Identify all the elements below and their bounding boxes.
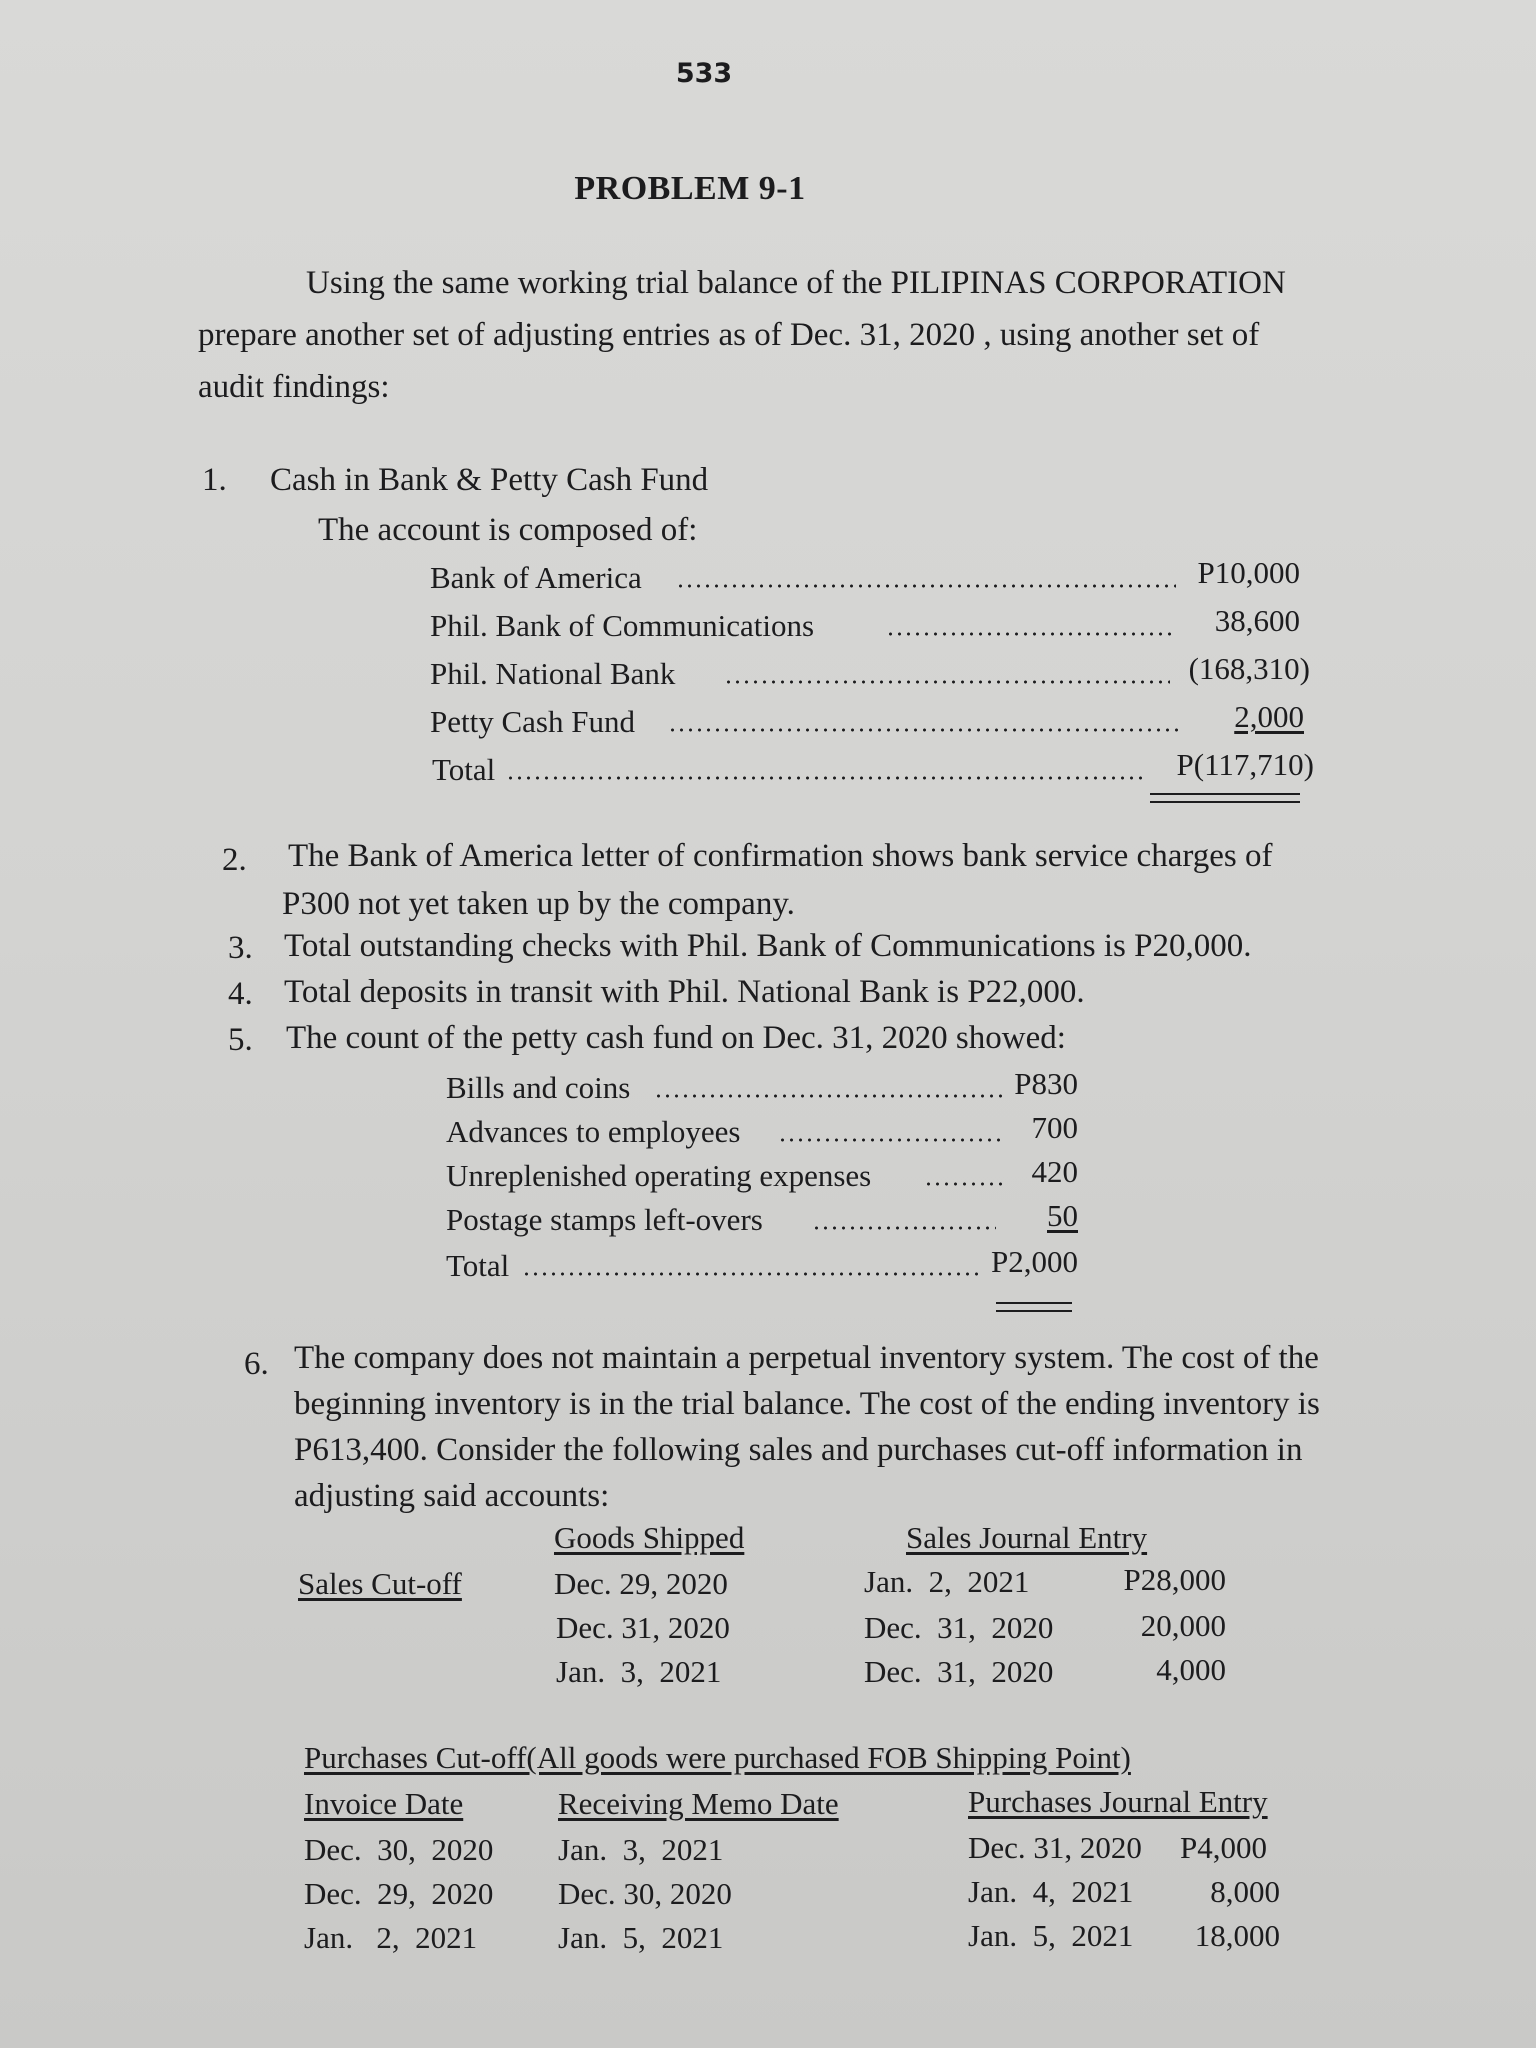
sales-journal-date: Jan. 2, 2021	[864, 1564, 1030, 1599]
petty-row-label: Advances to employees	[446, 1114, 741, 1149]
item-number: 4.	[228, 976, 253, 1012]
col-header-goods-shipped: Goods Shipped	[554, 1520, 745, 1555]
cash-row-amount: 38,600	[1214, 603, 1300, 638]
purchase-receiving-date: Jan. 3, 2021	[558, 1832, 724, 1867]
purchase-receiving-date: Dec. 30, 2020	[558, 1876, 732, 1911]
item-4-text: Total deposits in transit with Phil. National Bank is P22,000.	[284, 974, 1085, 1010]
sales-journal-amount: P28,000	[1123, 1562, 1226, 1597]
cash-total-amount: P(117,710)	[1176, 747, 1314, 782]
petty-row-label: Postage stamps left-overs	[446, 1202, 763, 1237]
item-6-line-3: P613,400. Consider the following sales and purchases cut-off information in	[294, 1432, 1303, 1468]
cash-row-label: Phil. Bank of Communications	[430, 608, 815, 643]
col-header-invoice-date: Invoice Date	[304, 1786, 464, 1821]
purchase-journal-amount: P4,000	[1180, 1830, 1267, 1865]
sales-journal-amount: 20,000	[1140, 1608, 1226, 1643]
petty-row-amount: 420	[1031, 1154, 1078, 1189]
dot-leader	[724, 679, 1170, 685]
sales-journal-date: Dec. 31, 2020	[864, 1654, 1054, 1689]
problem-title: PROBLEM 9-1	[574, 170, 806, 207]
purchase-journal-date: Jan. 4, 2021	[968, 1874, 1134, 1909]
sales-shipped-date: Dec. 29, 2020	[554, 1566, 728, 1601]
cash-row-label: Phil. National Bank	[430, 656, 676, 691]
intro-line-2: prepare another set of adjusting entries as of Dec. 31, 2020 , using another set of	[198, 317, 1260, 353]
sales-shipped-date: Jan. 3, 2021	[556, 1654, 722, 1689]
double-underline	[996, 1302, 1072, 1312]
item-number: 2.	[222, 842, 247, 878]
petty-row-amount: P830	[1014, 1066, 1078, 1101]
item-number: 5.	[228, 1022, 253, 1058]
item-6-line-4: adjusting said accounts:	[294, 1478, 610, 1514]
col-header-purchases-journal: Purchases Journal Entry	[968, 1784, 1268, 1819]
item-heading: Cash in Bank & Petty Cash Fund	[270, 462, 709, 498]
purchases-cutoff-heading: Purchases Cut-off(All goods were purchased FOB Shipping Point)	[304, 1740, 1131, 1775]
item-number: 6.	[244, 1346, 269, 1382]
sales-cutoff-label: Sales Cut-off	[298, 1566, 462, 1601]
petty-row-label: Bills and coins	[446, 1070, 631, 1105]
purchase-journal-date: Dec. 31, 2020	[968, 1830, 1142, 1865]
cash-row-amount: 2,000	[1234, 699, 1304, 734]
purchase-invoice-date: Jan. 2, 2021	[304, 1920, 478, 1955]
purchase-journal-amount: 8,000	[1210, 1874, 1280, 1909]
purchase-invoice-date: Dec. 29, 2020	[304, 1876, 494, 1911]
petty-row-amount: 50	[1047, 1198, 1078, 1233]
cash-row-label: Bank of America	[430, 560, 642, 595]
petty-row-amount: 700	[1031, 1110, 1078, 1145]
dot-leader	[506, 775, 1146, 781]
col-header-receiving-memo: Receiving Memo Date	[558, 1786, 839, 1821]
cash-row-amount: P10,000	[1197, 555, 1300, 590]
cash-total-label: Total	[432, 752, 496, 787]
col-header-sales-journal: Sales Journal Entry	[906, 1520, 1148, 1555]
sales-shipped-date: Dec. 31, 2020	[556, 1610, 730, 1645]
double-underline	[1150, 793, 1300, 803]
dot-leader	[522, 1271, 980, 1277]
dot-leader	[886, 631, 1176, 637]
purchase-invoice-date: Dec. 30, 2020	[304, 1832, 494, 1867]
purchase-journal-amount: 18,000	[1194, 1918, 1280, 1953]
item-6-line-2: beginning inventory is in the trial balance. The cost of the ending inventory is	[294, 1386, 1320, 1422]
item-2-line-2: P300 not yet taken up by the company.	[282, 886, 795, 922]
item-3-text: Total outstanding checks with Phil. Bank of Communications is P20,000.	[284, 928, 1252, 964]
intro-line-1: Using the same working trial balance of the PILIPINAS CORPORATION	[306, 265, 1286, 301]
purchase-receiving-date: Jan. 5, 2021	[558, 1920, 724, 1955]
dot-leader	[668, 727, 1178, 733]
sales-journal-amount: 4,000	[1156, 1652, 1226, 1687]
petty-total-amount: P2,000	[991, 1244, 1078, 1279]
cash-row-amount: (168,310)	[1188, 651, 1310, 686]
item-number: 1.	[202, 462, 227, 498]
item-number: 3.	[228, 930, 253, 966]
petty-total-label: Total	[446, 1248, 510, 1283]
dot-leader	[654, 1093, 1006, 1099]
page-number: 533	[675, 58, 733, 89]
dot-leader	[676, 583, 1176, 589]
petty-row-label: Unreplenished operating expenses	[446, 1158, 872, 1193]
item-2-line-1: The Bank of America letter of confirmation shows bank service charges of	[288, 838, 1273, 874]
purchase-journal-date: Jan. 5, 2021	[968, 1918, 1134, 1953]
item-subheading: The account is composed of:	[318, 512, 698, 548]
item-5-text: The count of the petty cash fund on Dec. 31, 2020 showed:	[286, 1020, 1066, 1056]
cash-row-label: Petty Cash Fund	[430, 704, 635, 739]
sales-journal-date: Dec. 31, 2020	[864, 1610, 1054, 1645]
intro-line-3: audit findings:	[198, 369, 390, 405]
item-6-line-1: The company does not maintain a perpetual inventory system. The cost of the	[294, 1340, 1319, 1376]
